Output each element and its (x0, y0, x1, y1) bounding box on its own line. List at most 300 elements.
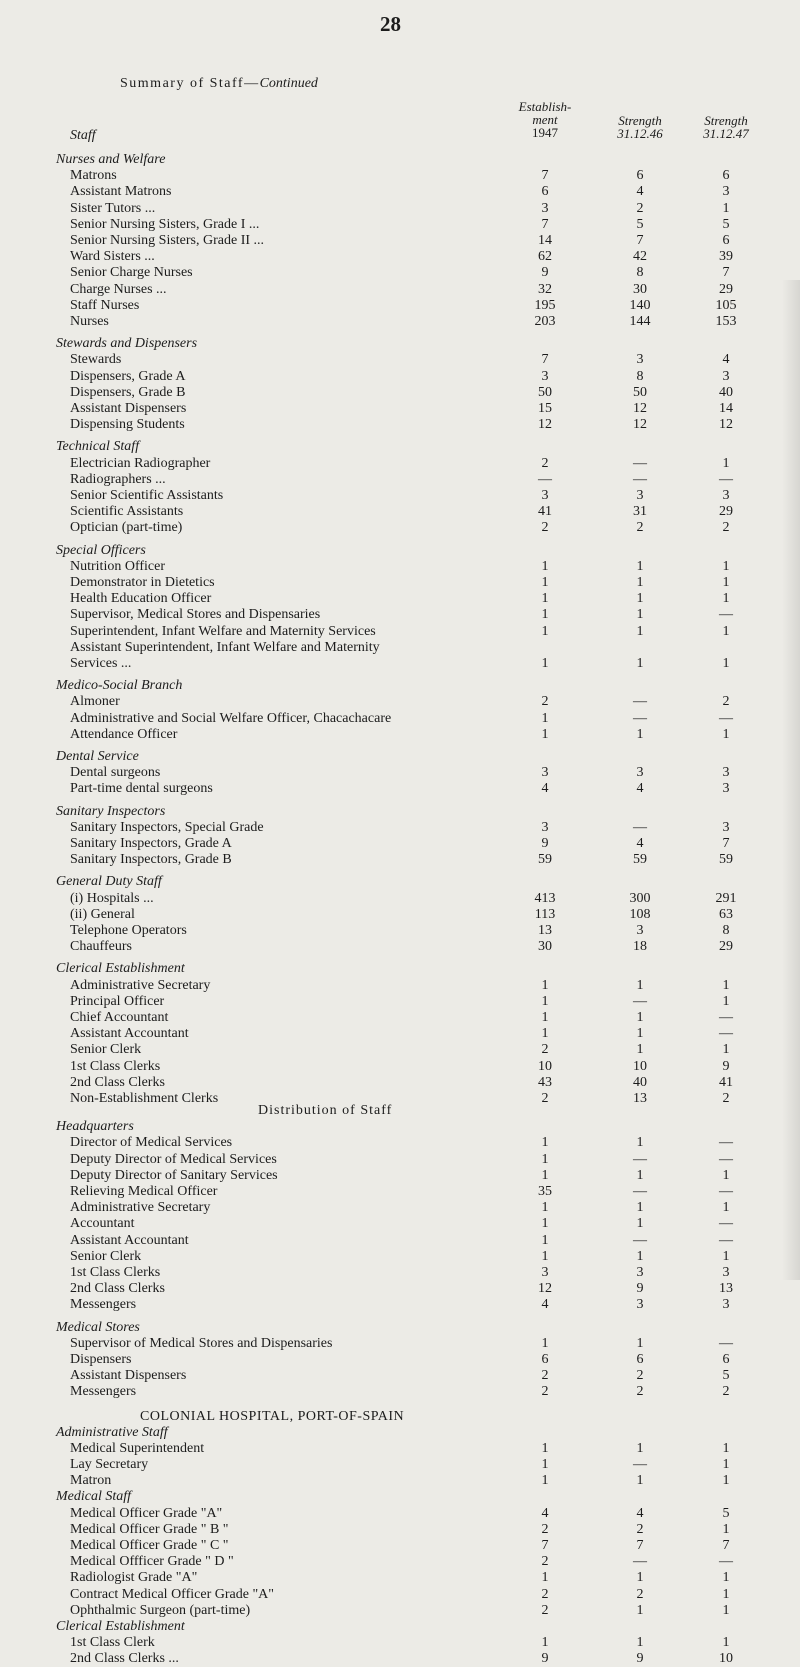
table-row (0, 168, 800, 184)
cell-strength-1946: 4 (636, 781, 644, 797)
table-row (0, 1265, 800, 1281)
cell-strength-1946: 42 (633, 249, 647, 265)
table-row (0, 201, 800, 217)
cell-establishment: 32 (538, 281, 552, 297)
row-label: Staff Nurses (70, 297, 140, 313)
cell-strength-1947: — (719, 710, 733, 726)
col1-line2: ment (532, 112, 558, 127)
cell-strength-1947: 1 (722, 200, 730, 216)
row-label: Lay Secretary (70, 1457, 149, 1472)
heading-prefix: Summary of Staff— (120, 76, 260, 91)
cell-strength-1946: 12 (633, 401, 647, 416)
table-row (0, 607, 800, 623)
table-row (0, 1075, 800, 1091)
section-title: Technical Staff (56, 439, 140, 455)
cell-establishment: 13 (538, 923, 552, 938)
table-row (0, 1184, 800, 1200)
col2-line2: 31.12.46 (617, 126, 663, 141)
cell-strength-1947: 1 (722, 1457, 730, 1472)
cell-strength-1946: 3 (636, 488, 644, 503)
row-label: Ophthalmic Surgeon (part-time) (70, 1602, 251, 1618)
table-row (0, 852, 800, 868)
cell-strength-1946: 2 (636, 1521, 644, 1537)
col2-line1: Strength (618, 113, 662, 128)
row-label: Chief Accountant (70, 1010, 169, 1025)
cell-establishment: 195 (534, 297, 556, 313)
cell-establishment: 2 (541, 455, 549, 471)
section-title: Nurses and Welfare (56, 152, 166, 167)
row-label: Sanitary Inspectors, Grade B (70, 852, 232, 868)
row-label: Sanitary Inspectors, Special Grade (70, 819, 264, 835)
cell-establishment: 1 (541, 1135, 549, 1151)
cell-strength-1947: 1 (722, 575, 730, 590)
cell-establishment: 113 (534, 906, 556, 922)
row-label: Matrons (70, 168, 117, 184)
cell-establishment: 2 (541, 1384, 549, 1400)
cell-strength-1946: 300 (629, 890, 651, 906)
table-row (0, 1010, 800, 1026)
cell-strength-1947: 1 (722, 1586, 730, 1602)
row-label: Ward Sisters ... (70, 249, 155, 265)
row-label: Senior Nursing Sisters, Grade I ... (70, 216, 260, 232)
section-title: Clerical Establishment (56, 961, 185, 977)
table-row (0, 520, 800, 536)
row-label: Matron (70, 1473, 112, 1489)
staff-column-header: Staff (70, 128, 96, 143)
table-row (0, 369, 800, 385)
table-row (0, 978, 800, 994)
cell-strength-1946: 3 (636, 352, 644, 368)
cell-strength-1947: 63 (719, 906, 733, 922)
table-row (0, 1297, 800, 1313)
table-row (0, 591, 800, 607)
row-label: Attendance Officer (70, 726, 178, 742)
cell-strength-1946: 1 (636, 1248, 644, 1264)
row-label: Assistant Dispensers (70, 1368, 187, 1384)
cell-establishment: 1 (541, 1151, 549, 1167)
cell-strength-1946: 59 (633, 852, 647, 868)
cell-strength-1947: — (719, 1026, 733, 1042)
cell-establishment: 3 (541, 1265, 549, 1280)
row-label: Almoner (70, 694, 120, 710)
cell-strength-1946: 1 (636, 1026, 644, 1042)
cell-strength-1947: — (719, 1335, 733, 1351)
cell-establishment: 203 (534, 314, 556, 329)
cell-strength-1947: — (719, 1184, 733, 1199)
cell-strength-1947: 3 (722, 184, 730, 200)
cell-establishment: 1 (541, 558, 549, 574)
cell-strength-1947: — (719, 1232, 733, 1248)
cell-establishment: 2 (541, 1368, 549, 1384)
cell-strength-1946: 8 (636, 265, 644, 281)
cell-strength-1946: 2 (636, 520, 644, 536)
cell-establishment: 7 (541, 216, 549, 232)
cell-strength-1947: 40 (719, 384, 733, 400)
cell-establishment: 2 (541, 1602, 549, 1618)
cell-establishment: 3 (541, 765, 549, 781)
section-title: Administrative Staff (56, 1424, 168, 1440)
cell-establishment: 12 (538, 1281, 552, 1297)
cell-strength-1946: 1 (636, 1042, 644, 1058)
table-row (0, 1457, 800, 1473)
cell-strength-1947: — (719, 1135, 733, 1151)
table-row (0, 217, 800, 233)
cell-strength-1947: 6 (722, 1352, 730, 1367)
cell-strength-1946: 30 (633, 281, 647, 297)
cell-establishment: 2 (541, 1521, 549, 1537)
table-row (0, 385, 800, 401)
cell-strength-1947: 153 (715, 314, 737, 329)
cell-strength-1946: 1 (636, 591, 644, 607)
cell-establishment: 3 (541, 819, 549, 835)
cell-strength-1947: 8 (722, 923, 730, 938)
cell-establishment: 1 (541, 623, 549, 639)
cell-strength-1947: 1 (722, 591, 730, 607)
cell-establishment: 7 (541, 168, 549, 184)
table-row (0, 1281, 800, 1297)
table-row (0, 836, 800, 852)
cell-strength-1947: 29 (719, 281, 733, 297)
cell-strength-1947: 1 (722, 1570, 730, 1586)
cell-strength-1946: 3 (636, 923, 644, 938)
cell-strength-1946: 1 (636, 1335, 644, 1351)
cell-strength-1946: 1 (636, 558, 644, 574)
row-label: Medical Offficer Grade " D " (70, 1554, 234, 1570)
cell-strength-1946: 1 (636, 1167, 644, 1183)
cell-strength-1947: — (719, 1554, 733, 1570)
cell-strength-1947: 1 (722, 1473, 730, 1489)
table-row (0, 1635, 800, 1651)
table-row (0, 1026, 800, 1042)
cell-strength-1947: 1 (722, 455, 730, 471)
cell-strength-1946: 9 (636, 1651, 644, 1667)
cell-establishment: 4 (541, 1297, 549, 1313)
row-label: Administrative Secretary (70, 1200, 211, 1216)
cell-strength-1946: — (633, 455, 647, 471)
cell-strength-1947: 12 (719, 417, 733, 433)
cell-strength-1947: — (719, 1216, 733, 1232)
cell-strength-1946: 9 (636, 1281, 644, 1297)
table-row (0, 1651, 800, 1667)
cell-strength-1947: 5 (722, 216, 730, 232)
row-label: Sister Tutors ... (70, 200, 156, 216)
cell-strength-1947: 59 (719, 852, 733, 868)
cell-strength-1946: 1 (636, 607, 644, 623)
cell-strength-1946: 5 (636, 216, 644, 232)
row-label: Medical Officer Grade " B " (70, 1521, 229, 1537)
row-label: Radiographers ... (70, 471, 166, 487)
row-label: Messengers (70, 1384, 137, 1400)
cell-strength-1946: 1 (636, 1200, 644, 1216)
cell-establishment: 10 (538, 1058, 552, 1074)
table-row (0, 1506, 800, 1522)
cell-establishment: 1 (541, 977, 549, 993)
table-row (0, 184, 800, 200)
table-row (0, 417, 800, 433)
table-row (0, 1538, 800, 1554)
table-row (0, 1336, 800, 1352)
cell-strength-1947: 7 (722, 265, 730, 281)
cell-strength-1946: 3 (636, 1265, 644, 1280)
cell-strength-1947: 1 (722, 558, 730, 574)
cell-strength-1946: 6 (636, 168, 644, 184)
cell-strength-1947: 1 (722, 1440, 730, 1456)
row-label: Medical Superintendent (70, 1440, 205, 1456)
cell-establishment: 4 (541, 1505, 549, 1521)
table-row (0, 1352, 800, 1368)
row-label: Health Education Officer (70, 591, 212, 607)
cell-strength-1946: 4 (636, 1505, 644, 1521)
row-label: Assistant Superintendent, Infant Welfare and Maternity (70, 639, 380, 655)
table-row (0, 939, 800, 955)
cell-strength-1946: 7 (636, 233, 644, 248)
section-title: Stewards and Dispensers (56, 336, 198, 352)
table-row (0, 640, 800, 656)
row-label: Senior Clerk (70, 1248, 142, 1264)
row-label: Administrative and Social Welfare Officer, Chacachacare (70, 710, 392, 726)
row-label: Part-time dental surgeons (70, 781, 213, 797)
cell-strength-1946: — (633, 993, 647, 1009)
col-strength-47-header (694, 114, 758, 140)
section-title: Headquarters (56, 1119, 134, 1135)
cell-establishment: 1 (541, 575, 549, 590)
table-row (0, 504, 800, 520)
row-label: Dispensers, Grade B (70, 384, 186, 400)
cell-establishment: 2 (541, 1554, 549, 1570)
cell-strength-1946: 3 (636, 765, 644, 781)
cell-establishment: 3 (541, 200, 549, 216)
table-row (0, 488, 800, 504)
cell-establishment: 43 (538, 1074, 552, 1090)
cell-strength-1947: — (719, 1151, 733, 1167)
section-title: Sanitary Inspectors (56, 803, 166, 819)
row-label: Charge Nurses ... (70, 281, 167, 297)
row-label: Chauffeurs (70, 939, 132, 955)
cell-establishment: 59 (538, 852, 552, 868)
row-label: Sanitary Inspectors, Grade A (70, 836, 232, 851)
cell-establishment: 2 (541, 1042, 549, 1058)
cell-establishment: 41 (538, 504, 552, 520)
cell-strength-1947: 7 (722, 836, 730, 851)
col1-line3: 1947 (532, 125, 558, 140)
cell-strength-1946: — (633, 1232, 647, 1248)
row-label: Senior Scientific Assistants (70, 488, 224, 503)
cell-strength-1946: 31 (633, 504, 647, 520)
row-label: Supervisor, Medical Stores and Dispensaries (70, 607, 321, 623)
cell-establishment: 30 (538, 939, 552, 955)
cell-strength-1947: 1 (722, 993, 730, 1009)
row-label: Optician (part-time) (70, 520, 183, 536)
table-row (0, 1522, 800, 1538)
row-label: Dispensers (70, 1352, 132, 1367)
cell-establishment: 1 (541, 710, 549, 726)
cell-strength-1947: 6 (722, 168, 730, 184)
cell-establishment: 4 (541, 781, 549, 797)
cell-establishment: 2 (541, 1091, 549, 1106)
cell-strength-1947: 5 (722, 1505, 730, 1521)
row-label: 1st Class Clerks (70, 1058, 161, 1074)
cell-strength-1947: 6 (722, 233, 730, 248)
row-label: Telephone Operators (70, 923, 187, 938)
row-label: Scientific Assistants (70, 504, 184, 520)
section-title: General Duty Staff (56, 874, 162, 890)
cell-strength-1947: 5 (722, 1368, 730, 1384)
table-row (0, 994, 800, 1010)
cell-establishment: 1 (541, 1457, 549, 1472)
cell-strength-1946: 7 (636, 1538, 644, 1553)
cell-strength-1947: 1 (722, 1167, 730, 1183)
cell-establishment: 6 (541, 184, 549, 200)
row-label: Dental surgeons (70, 765, 161, 781)
cell-strength-1946: 1 (636, 623, 644, 639)
distribution-title: Distribution of Staff (258, 1103, 393, 1119)
cell-establishment: 1 (541, 1232, 549, 1248)
cell-establishment: — (538, 471, 552, 487)
col-strength-46-header (608, 114, 672, 140)
cell-establishment: 1 (541, 1216, 549, 1232)
cell-establishment: 1 (541, 1570, 549, 1586)
cell-strength-1947: 3 (722, 1265, 730, 1280)
cell-establishment: 1 (541, 1473, 549, 1489)
table-row (0, 559, 800, 575)
page-heading (120, 76, 318, 92)
cell-strength-1947: 2 (722, 1384, 730, 1400)
col-establishment-header (515, 100, 575, 139)
table-row (0, 1554, 800, 1570)
row-label: Deputy Director of Medical Services (70, 1151, 277, 1167)
row-label: (ii) General (70, 906, 135, 922)
row-label: Deputy Director of Sanitary Services (70, 1167, 278, 1183)
cell-strength-1946: 1 (636, 1635, 644, 1651)
table-row (0, 1233, 800, 1249)
cell-establishment: 9 (541, 265, 549, 281)
cell-strength-1946: 1 (636, 1216, 644, 1232)
cell-strength-1947: 2 (722, 694, 730, 710)
cell-establishment: 15 (538, 401, 552, 416)
cell-strength-1946: — (633, 1457, 647, 1472)
row-label: Contract Medical Officer Grade "A" (70, 1586, 274, 1602)
table-row (0, 1384, 800, 1400)
cell-strength-1946: 10 (633, 1058, 647, 1074)
row-label: Messengers (70, 1297, 137, 1313)
cell-establishment: 1 (541, 993, 549, 1009)
cell-strength-1946: 1 (636, 1473, 644, 1489)
row-label: Senior Clerk (70, 1042, 142, 1058)
cell-strength-1947: 1 (722, 977, 730, 993)
row-label: Medical Officer Grade " C " (70, 1538, 229, 1553)
row-label: Director of Medical Services (70, 1135, 233, 1151)
colonial-hospital-title: COLONIAL HOSPITAL, PORT-OF-SPAIN (140, 1408, 405, 1424)
table-row (0, 1603, 800, 1619)
table-row (0, 1091, 800, 1107)
cell-strength-1946: 4 (636, 836, 644, 851)
cell-strength-1946: 2 (636, 200, 644, 216)
table-row (0, 1368, 800, 1384)
row-label: 2nd Class Clerks (70, 1074, 165, 1090)
section-title: Medical Staff (56, 1489, 132, 1505)
table-row (0, 352, 800, 368)
table-row (0, 1441, 800, 1457)
row-label: Principal Officer (70, 993, 165, 1009)
cell-establishment: 12 (538, 417, 552, 433)
cell-strength-1946: 6 (636, 1352, 644, 1367)
cell-strength-1946: 1 (636, 1570, 644, 1586)
cell-establishment: 2 (541, 1586, 549, 1602)
cell-strength-1947: 41 (719, 1074, 733, 1090)
cell-strength-1946: 1 (636, 977, 644, 993)
cell-establishment: 1 (541, 1200, 549, 1216)
cell-strength-1947: 39 (719, 249, 733, 265)
table-row (0, 575, 800, 591)
row-label: Stewards (70, 352, 122, 368)
section-title: Medico-Social Branch (56, 678, 183, 694)
table-row (0, 624, 800, 640)
cell-establishment: 2 (541, 520, 549, 536)
cell-strength-1946: 2 (636, 1368, 644, 1384)
cell-strength-1947: 29 (719, 939, 733, 955)
cell-strength-1947: 3 (722, 488, 730, 503)
cell-strength-1946: 13 (633, 1091, 647, 1106)
table-row (0, 711, 800, 727)
page-number: 28 (380, 12, 401, 36)
cell-strength-1946: 1 (636, 656, 644, 671)
cell-strength-1946: 108 (629, 906, 651, 922)
cell-strength-1947: 1 (722, 1602, 730, 1618)
cell-strength-1947: 3 (722, 1297, 730, 1313)
section-title: Medical Stores (56, 1319, 140, 1335)
cell-strength-1946: 4 (636, 184, 644, 200)
cell-strength-1947: — (719, 471, 733, 487)
cell-strength-1946: 1 (636, 1602, 644, 1618)
cell-establishment: 50 (538, 384, 552, 400)
cell-strength-1946: — (633, 694, 647, 710)
cell-establishment: 1 (541, 1440, 549, 1456)
row-label: Assistant Accountant (70, 1026, 189, 1042)
cell-strength-1947: 1 (722, 1521, 730, 1537)
cell-strength-1946: — (633, 471, 647, 487)
cell-strength-1946: 50 (633, 384, 647, 400)
cell-strength-1947: 2 (722, 1091, 730, 1106)
row-label: Nurses (70, 314, 109, 329)
cell-strength-1947: 1 (722, 1200, 730, 1216)
row-label: 1st Class Clerks (70, 1265, 161, 1280)
cell-strength-1947: 1 (722, 1042, 730, 1058)
table-row (0, 1059, 800, 1075)
table-row (0, 1168, 800, 1184)
cell-strength-1947: 3 (722, 368, 730, 384)
cell-strength-1946: 1 (636, 1010, 644, 1025)
cell-strength-1947: 2 (722, 520, 730, 536)
cell-strength-1946: 3 (636, 1297, 644, 1313)
cell-strength-1947: 14 (719, 401, 733, 416)
cell-establishment: 1 (541, 656, 549, 671)
cell-strength-1946: 2 (636, 1384, 644, 1400)
table-row (0, 1587, 800, 1603)
cell-establishment: 1 (541, 591, 549, 607)
table-row (0, 1152, 800, 1168)
table-row (0, 249, 800, 265)
table-row (0, 907, 800, 923)
cell-strength-1947: 13 (719, 1281, 733, 1297)
heading-suffix: Continued (259, 76, 318, 91)
cell-strength-1946: 1 (636, 726, 644, 742)
cell-strength-1946: 1 (636, 1440, 644, 1456)
cell-establishment: 1 (541, 1167, 549, 1183)
cell-strength-1946: 18 (633, 939, 647, 955)
table-row (0, 1473, 800, 1489)
cell-establishment: 2 (541, 694, 549, 710)
table-row (0, 923, 800, 939)
